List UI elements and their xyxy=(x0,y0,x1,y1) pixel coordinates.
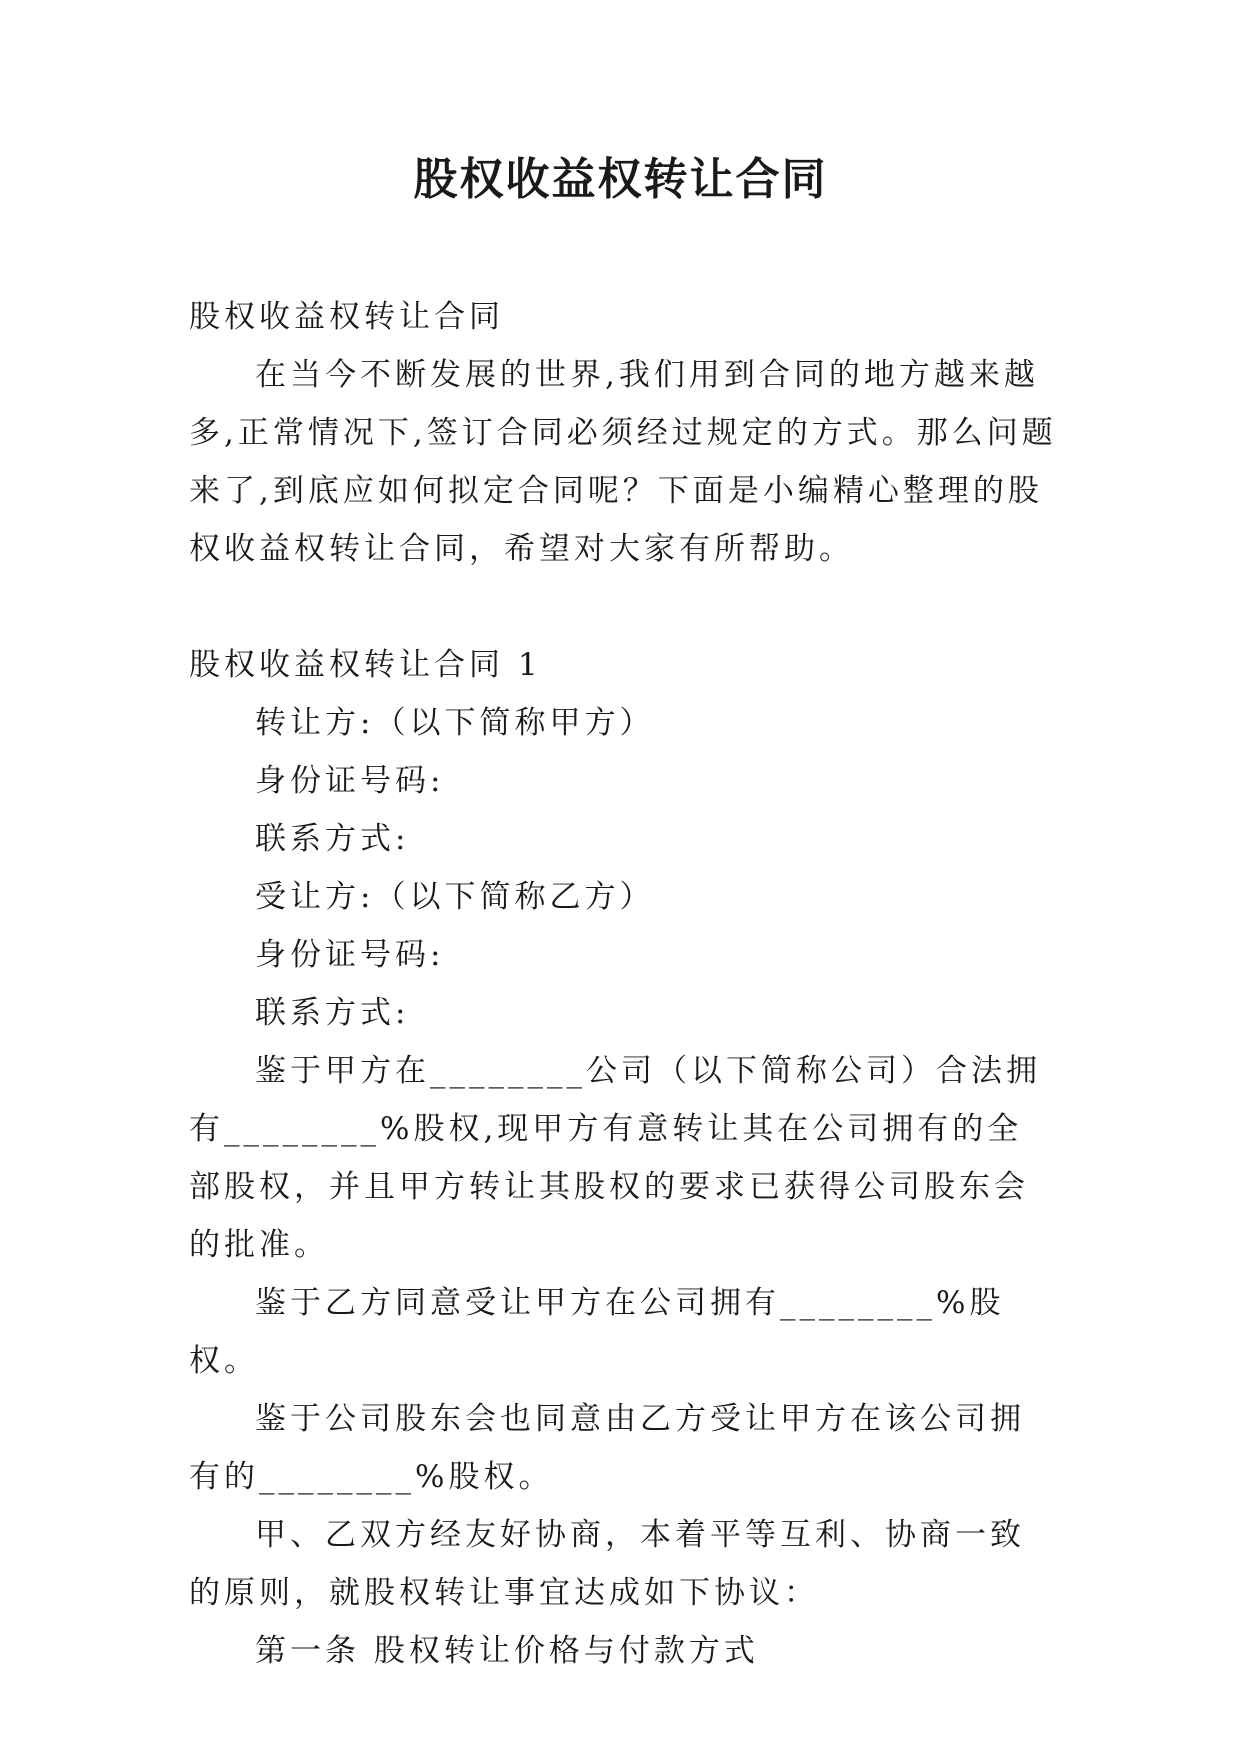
document-body xyxy=(189,288,1057,1680)
article-1-heading: 第一条 股权转让价格与付款方式 xyxy=(255,1633,759,1669)
agreement-paragraph: 甲、乙双方经友好协商，本着平等互利、协商一致的原则，就股权转让事宜达成如下协议： xyxy=(189,1517,1025,1611)
whereas-paragraph-1: 鉴于甲方在________公司（以下简称公司）合法拥有________%股权,现甲方有意转让其在公司拥有的全部股权，并且甲方转让其股权的要求已获得公司股东会的批准。 xyxy=(189,1053,1041,1263)
transferee-contact-line: 联系方式: xyxy=(255,995,410,1031)
section-heading: 股权收益权转让合同 1 xyxy=(189,647,542,683)
document-heading: 股权收益权转让合同 xyxy=(189,299,504,335)
transferee-line: 受让方:（以下简称乙方） xyxy=(255,879,655,915)
transferor-id-line: 身份证号码: xyxy=(255,763,445,799)
paragraph-gap xyxy=(189,578,1057,636)
whereas-paragraph-3: 鉴于公司股东会也同意由乙方受让甲方在该公司拥有的________%股权。 xyxy=(189,1401,1025,1495)
transferor-line: 转让方:（以下简称甲方） xyxy=(255,705,655,741)
document-title: 股权收益权转让合同 xyxy=(413,154,828,205)
transferor-contact-line: 联系方式: xyxy=(255,821,410,857)
transferee-id-line: 身份证号码: xyxy=(255,937,445,973)
intro-paragraph: 在当今不断发展的世界,我们用到合同的地方越来越多,正常情况下,签订合同必须经过规定的方式。那么问题来了,到底应如何拟定合同呢？下面是小编精心整理的股权收益权转让合同，希望对大家有所帮助。 xyxy=(189,357,1057,567)
whereas-paragraph-2: 鉴于乙方同意受让甲方在公司拥有________%股权。 xyxy=(189,1285,1005,1379)
